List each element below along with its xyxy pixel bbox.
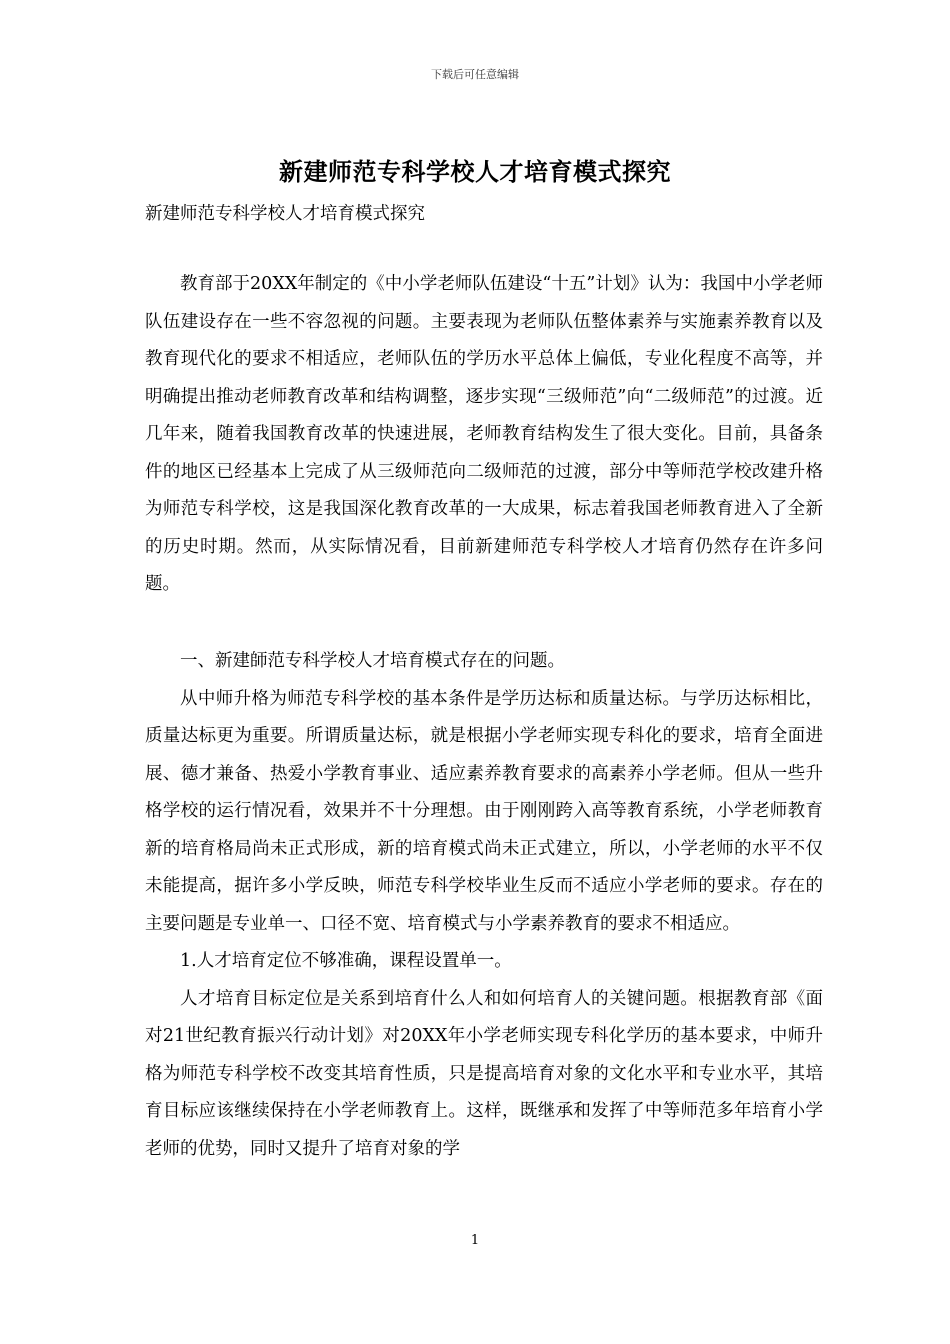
body-section-intro xyxy=(145,266,823,604)
page-number: 1 xyxy=(470,1233,480,1248)
document-title: 新建师范专科学校人才培育模式探究 xyxy=(279,157,671,186)
page-header-note: 下载后可任意编辑 xyxy=(431,68,519,81)
paragraph: 从中师升格为师范专科学校的基本条件是学历达标和质量达标。与学历达标相比，质量达标更为重要。所谓质量达标，就是根据小学老师实现专科化的要求，培育全面进展、德才兼备、热爱小学教育事业、适应素养教育要求的高素养小学老师。但从一些升格学校的运行情况看，效果并不十分理想。由于刚刚跨入高等教育系统，小学老师教育新的培育格局尚未正式形成，新的培育模式尚未正式建立，所以，小学老师的水平不仅未能提高，据许多小学反映，师范专科学校毕业生反而不适应小学老师的要求。存在的主要问题是专业单一、口径不宽、培育模式与小学素养教育的要求不相适应。 xyxy=(145,688,823,934)
paragraph-intro: 教育部于20XX年制定的《中小学老师队伍建设“十五”计划》认为：我国中小学老师队伍建设存在一些不容忽视的问题。主要表现为老师队伍整体素养与实施素养教育以及教育现代化的要求不相适应，老师队伍的学历水平总体上偏低，专业化程度不高等，并明确提出推动老师教育改革和结构调整，逐步实现“三级师范”向“二级师范”的过渡。近几年来，随着我国教育改革的快速进展，老师教育结构发生了很大变化。目前，具备条件的地区已经基本上完成了从三级师范向二级师范的过渡，部分中等师范学校改建升格为师范专科学校，这是我国深化教育改革的一大成果，标志着我国老师教育进入了全新的历史时期。然而，从实际情况看，目前新建师范专科学校人才培育仍然存在许多问题。 xyxy=(145,274,823,594)
paragraph: 人才培育目标定位是关系到培育什么人和如何培育人的关键问题。根据教育部《面对21世纪教育振兴行动计划》对20XX年小学老师实现专科化学历的基本要求，中师升格为师范专科学校不改变其培育性质，只是提高培育对象的文化水平和专业水平，其培育目标应该继续保持在小学老师教育上。这样，既继承和发挥了中等师范多年培育小学老师的优势，同时又提升了培育对象的学 xyxy=(145,988,823,1159)
section-heading: 一、新建師范专科学校人才培育模式存在的问题。 xyxy=(180,651,565,671)
document-subtitle: 新建师范专科学校人才培育模式探究 xyxy=(145,204,425,224)
subsection-heading: 1.人才培育定位不够准确，课程设置单一。 xyxy=(180,951,512,971)
body-section-problems xyxy=(145,643,823,1168)
